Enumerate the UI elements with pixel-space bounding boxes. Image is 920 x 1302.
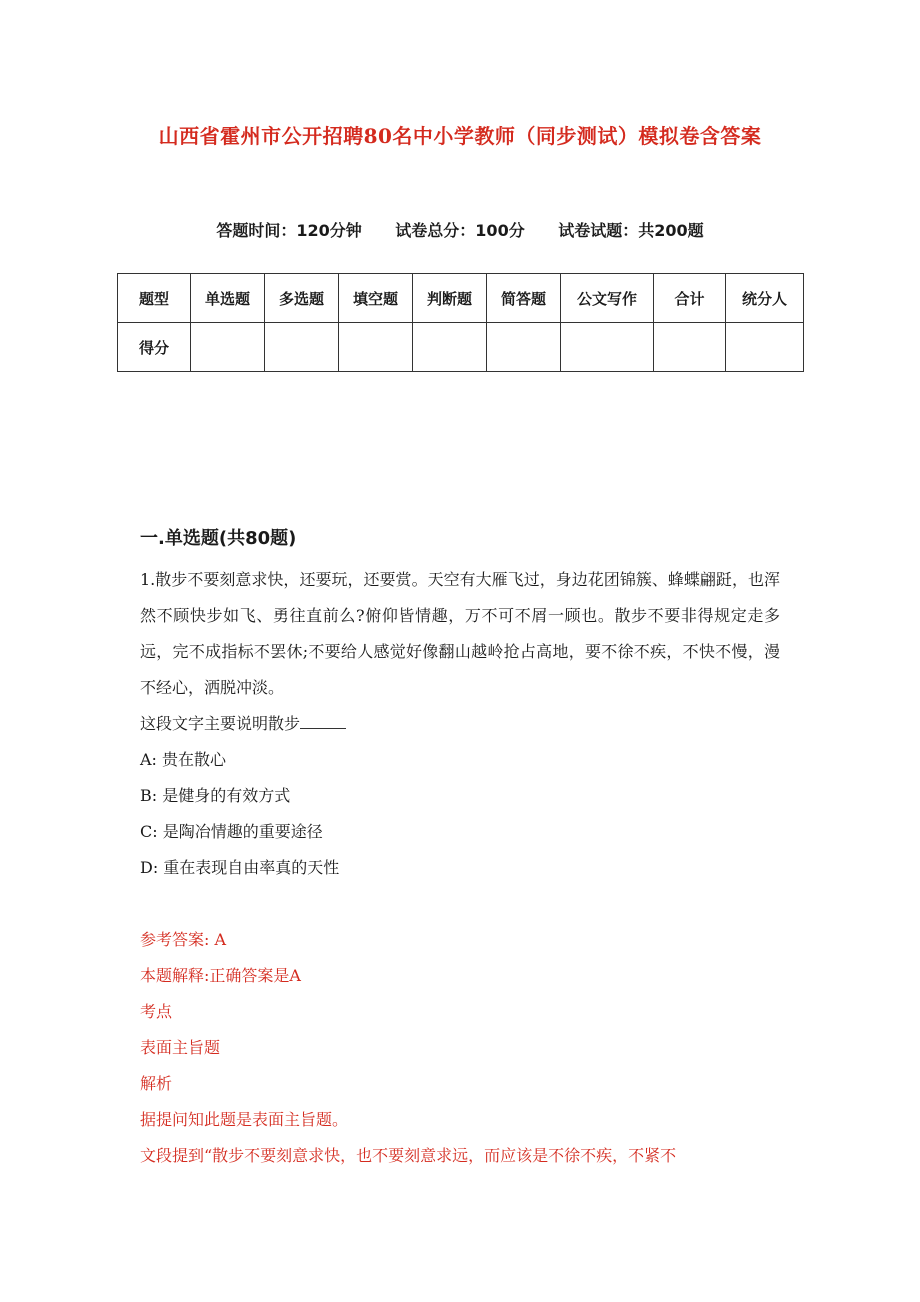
- score-cell: [265, 323, 339, 372]
- reference-answer: 参考答案: A: [140, 930, 227, 949]
- answer-explanation: 本题解释:正确答案是A: [140, 966, 301, 985]
- answer-blank: [300, 714, 346, 729]
- score-table-header-row: [118, 274, 804, 323]
- score-table: [117, 273, 804, 372]
- score-header-cell: 多选题: [265, 274, 339, 323]
- exam-meta: [0, 218, 920, 241]
- page-title: 山西省霍州市公开招聘80名中小学教师（同步测试）模拟卷含答案: [158, 124, 762, 148]
- option-b: B: 是健身的有效方式: [140, 786, 291, 805]
- kaodian-label: 考点: [140, 1002, 173, 1021]
- jiexi-label: 解析: [140, 1074, 173, 1093]
- jiexi-line-1: 据提问知此题是表面主旨题。: [140, 1110, 349, 1129]
- score-cell: [487, 323, 561, 372]
- exam-total-score: 试卷总分：100分: [395, 221, 525, 240]
- score-header-cell: 填空题: [339, 274, 413, 323]
- spacer: [140, 886, 780, 922]
- score-header-cell: 简答题: [487, 274, 561, 323]
- score-header-cell: 合计: [654, 274, 726, 323]
- jiexi-line-2: 文段提到“散步不要刻意求快，也不要刻意求远，而应该是不徐不疾，不紧不: [140, 1146, 677, 1165]
- score-header-cell: 单选题: [191, 274, 265, 323]
- score-header-cell: 判断题: [413, 274, 487, 323]
- score-cell: [561, 323, 654, 372]
- score-cell: [339, 323, 413, 372]
- score-header-cell: 统分人: [726, 274, 804, 323]
- exam-time: 答题时间：120分钟: [216, 221, 362, 240]
- option-d: D: 重在表现自由率真的天性: [140, 858, 340, 877]
- score-header-cell: 公文写作: [561, 274, 654, 323]
- question-prompt-text: 这段文字主要说明散步: [140, 714, 301, 733]
- option-c: C: 是陶冶情趣的重要途径: [140, 822, 323, 841]
- score-table-score-row: [118, 323, 804, 372]
- score-cell: [726, 323, 804, 372]
- score-row-label: 得分: [118, 323, 191, 372]
- section-heading: 一.单选题(共80题): [140, 528, 297, 549]
- exam-question-count: 试卷试题：共200题: [558, 221, 704, 240]
- score-header-cell: 题型: [118, 274, 191, 323]
- question-prompt: [140, 706, 780, 742]
- score-cell: [191, 323, 265, 372]
- question-text: 1.散步不要刻意求快，还要玩，还要赏。天空有大雁飞过，身边花团锦簇、蜂蝶翩跹，也浑然不顾快步如飞、勇往直前么?俯仰皆情趣，万不可不屑一顾也。散步不要非得规定走多远，完不成指标不罢休;不要给人感觉好像翻山越岭抢占高地，要不徐不疾，不快不慢，漫不经心，洒脱冲淡。: [140, 570, 780, 697]
- question-content: [140, 524, 780, 1174]
- score-cell: [654, 323, 726, 372]
- option-a: A: 贵在散心: [140, 750, 227, 769]
- kaodian-value: 表面主旨题: [140, 1038, 221, 1057]
- score-cell: [413, 323, 487, 372]
